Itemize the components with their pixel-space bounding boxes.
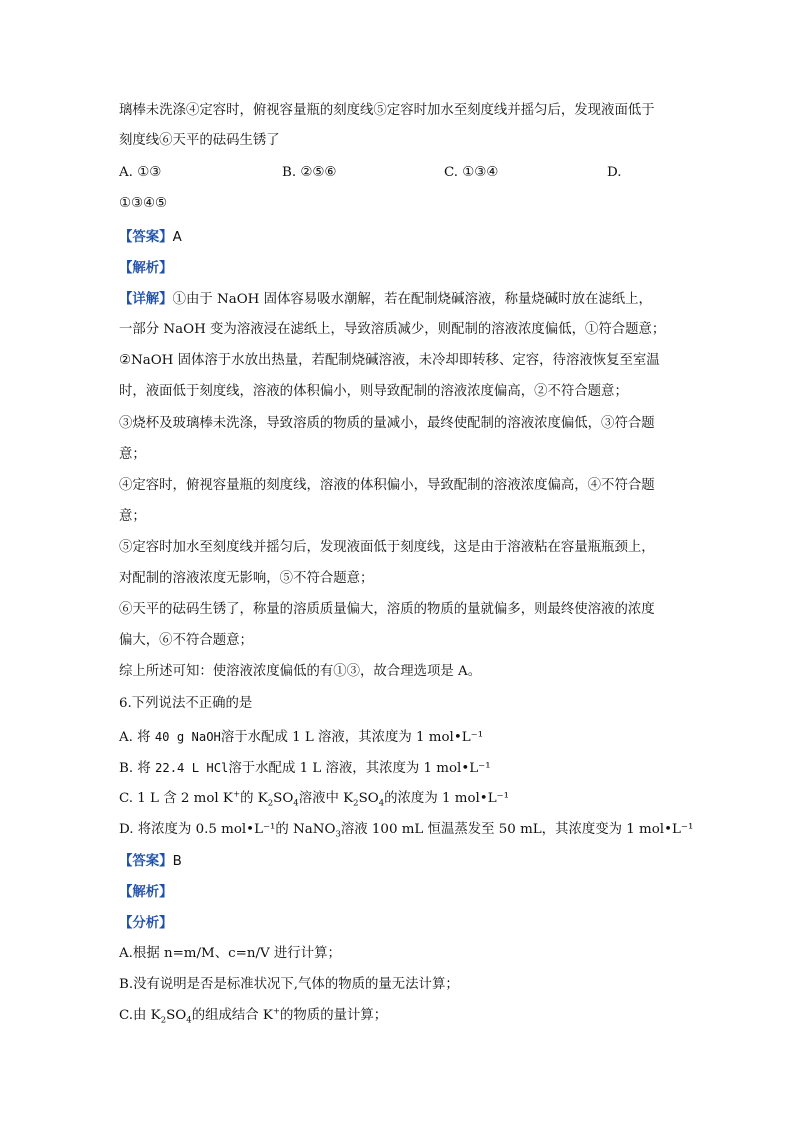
- q6-fenxi-line: B.没有说明是否是标准状况下,气体的物质的量无法计算；: [119, 977, 459, 992]
- q5-detail-line: ④定容时，俯视容量瓶的刻度线，溶液的体积偏小，导致配制的溶液浓度偏高，④不符合题: [119, 478, 655, 493]
- answer-tag: 【答案】: [119, 853, 173, 869]
- question5-continuation-line: 璃棒未洗涤④定容时，俯视容量瓶的刻度线⑤定容时加水至刻度线并摇匀后，发现液面低于: [119, 103, 655, 118]
- q5-option-c: C. ①③④: [444, 165, 499, 180]
- q5-detail-line: ②NaOH 固体溶于水放出热量，若配制烧碱溶液，未冷却即转移、定容，待溶液恢复至室温: [119, 353, 660, 368]
- q6-option-d: D. 将浓度为 0.5 mol•L⁻¹的 NaNO$_3$溶液 100 mL 恒温蒸发至 50 mL，其浓度变为 1 mol•L⁻¹: [119, 822, 694, 840]
- answer-value: A: [172, 230, 182, 245]
- q5-option-b: B. ②⑤⑥: [282, 165, 337, 180]
- q5-detail-line: 意；: [119, 447, 146, 462]
- detail-tag: 【详解】: [119, 291, 173, 307]
- q5-summary-line: 综上所述可知：使溶液浓度偏低的有①③，故合理选项是 A。: [119, 664, 482, 679]
- q5-detail-line: 偏大，⑥不符合题意；: [119, 633, 253, 648]
- question5-continuation-line: 刻度线⑥天平的砝码生锈了: [119, 133, 280, 148]
- q6-analysis-tag: 【解析】: [119, 884, 173, 900]
- q5-detail-line: 一部分 NaOH 变为溶液浸在滤纸上，导致溶质减少，则配制的溶液浓度偏低，①符合题意；: [119, 322, 666, 337]
- q5-detail-line: 意；: [119, 509, 146, 524]
- q5-detail-line: 时，液面低于刻度线，溶液的体积偏小，则导致配制的溶液浓度偏高，②不符合题意；: [119, 384, 628, 399]
- answer-tag: 【答案】: [119, 229, 173, 245]
- q5-option-a: A. ①③: [119, 165, 162, 180]
- q6-option-c: C. 1 L 含 2 mol K+的 $K_2SO_4$溶液中 $K_2SO_4$的浓度为 1 mol•L⁻¹: [119, 789, 510, 809]
- q5-detail-line: 对配制的溶液浓度无影响，⑤不符合题意；: [119, 571, 374, 586]
- q5-detail-line: ⑤定容时加水至刻度线并摇匀后，发现液面低于刻度线，这是由于溶液粘在容量瓶瓶颈上，: [119, 540, 655, 555]
- q6-fenxi-tag: 【分析】: [119, 915, 173, 931]
- q5-analysis-tag: 【解析】: [119, 260, 173, 276]
- answer-value: B: [172, 854, 182, 869]
- q6-answer: [119, 851, 679, 872]
- q5-option-d-text: ①③④⑤: [119, 196, 168, 211]
- question6-stem: 6.下列说法不正确的是: [119, 696, 253, 711]
- q6-option-a: A. 将 40 g NaOH溶于水配成 1 L 溶液，其浓度为 1 mol•L⁻¹: [119, 730, 484, 745]
- q5-detail-line: ⑥天平的砝码生锈了，称量的溶质质量偏大，溶质的物质的量就偏多，则最终使溶液的浓度: [119, 602, 655, 617]
- q5-detail-line: 【详解】①由于 NaOH 固体容易吸水潮解，若在配制烧碱溶液，称量烧碱时放在滤纸上，: [119, 291, 652, 307]
- q6-option-b: B. 将 22.4 L HCl溶于水配成 1 L 溶液，其浓度为 1 mol•L⁻¹: [119, 761, 491, 776]
- q6-fenxi-line: A.根据 n=m/M、c=n/V 进行计算；: [119, 946, 341, 961]
- q6-fenxi-line: C.由 $K_2SO_4$的组成结合 K+的物质的量计算；: [119, 1006, 388, 1026]
- q5-answer: [119, 227, 679, 248]
- q5-detail-line: ③烧杯及玻璃棒未洗涤，导致溶质的物质的量减小，最终使配制的溶液浓度偏低，③符合题: [119, 416, 655, 431]
- q5-option-d-label: D.: [607, 165, 622, 180]
